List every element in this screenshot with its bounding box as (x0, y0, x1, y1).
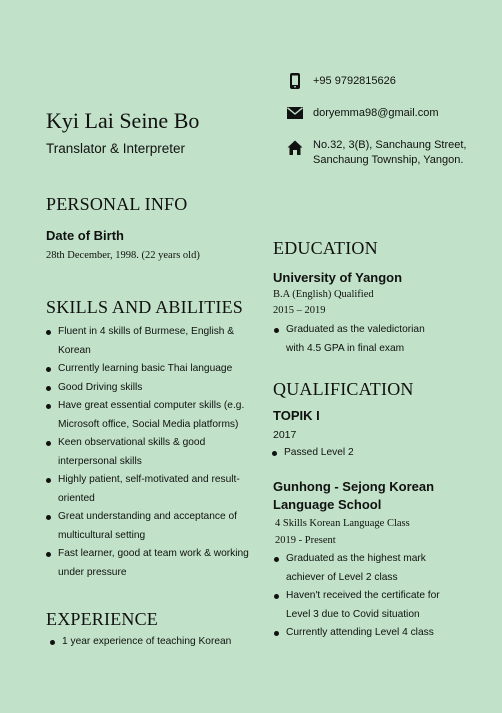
email-address: doryemma98@gmail.com (313, 107, 439, 119)
list-item: Graduated as the valedictorian with 4.5 GPA in final exam (274, 321, 474, 358)
job-title: Translator & Interpreter (46, 141, 186, 156)
education-years: 2015 – 2019 (273, 305, 326, 316)
qualification-2-title-line2: Language School (273, 497, 382, 512)
dob-value: 28th December, 1998. (22 years old) (46, 250, 200, 261)
list-item: Fluent in 4 skills of Burmese, English & Korean (46, 323, 256, 360)
list-item: Currently attending Level 4 class (274, 624, 484, 643)
address-line-2: Sanchaung Township, Yangon. (313, 154, 464, 166)
list-item: Graduated as the highest mark achiever of Level 2 class (274, 550, 484, 587)
personal-info-heading: PERSONAL INFO (46, 194, 188, 214)
qualification-2-years: 2019 - Present (275, 535, 336, 546)
experience-list (50, 633, 260, 652)
list-item: Good Driving skills (46, 379, 256, 398)
list-item: Passed Level 2 (272, 444, 472, 463)
qualification-2-course: 4 Skills Korean Language Class (275, 518, 410, 529)
experience-heading: EXPERIENCE (46, 609, 158, 629)
phone-number: +95 9792815626 (313, 75, 396, 87)
envelope-icon (286, 104, 304, 122)
list-item: 1 year experience of teaching Korean (50, 633, 260, 652)
list-item: Great understanding and acceptance of multicultural setting (46, 508, 256, 545)
list-item: Highly patient, self-motivated and result- oriented (46, 471, 256, 508)
phone-icon (286, 72, 304, 90)
dob-label: Date of Birth (46, 228, 124, 243)
qualification-1-year: 2017 (273, 429, 297, 441)
education-bullets (274, 321, 474, 358)
candidate-name: Kyi Lai Seine Bo (46, 108, 200, 133)
address-line-1: No.32, 3(B), Sanchaung Street, (313, 139, 467, 151)
contact-block (286, 72, 486, 172)
qualification-1-title: TOPIK I (273, 408, 320, 423)
qualification-1-bullets (272, 444, 472, 463)
list-item: Haven't received the certificate for Level 3 due to Covid situation (274, 587, 484, 624)
list-item: Currently learning basic Thai language (46, 360, 256, 379)
qualification-2-title (273, 478, 434, 514)
qualification-2-bullets (274, 550, 484, 643)
qualification-heading: QUALIFICATION (273, 379, 414, 399)
home-icon (286, 139, 304, 157)
skills-heading: SKILLS AND ABILITIES (46, 297, 243, 317)
education-heading: EDUCATION (273, 238, 378, 258)
education-degree: B.A (English) Qualified (273, 289, 374, 300)
list-item: Have great essential computer skills (e.g. Microsoft office, Social Media platforms) (46, 397, 256, 434)
list-item: Fast learner, good at team work & working under pressure (46, 545, 256, 582)
list-item: Keen observational skills & good interpersonal skills (46, 434, 256, 471)
education-school: University of Yangon (273, 270, 403, 285)
skills-list (46, 323, 256, 582)
qualification-2-title-line1: Gunhong - Sejong Korean (273, 479, 435, 494)
